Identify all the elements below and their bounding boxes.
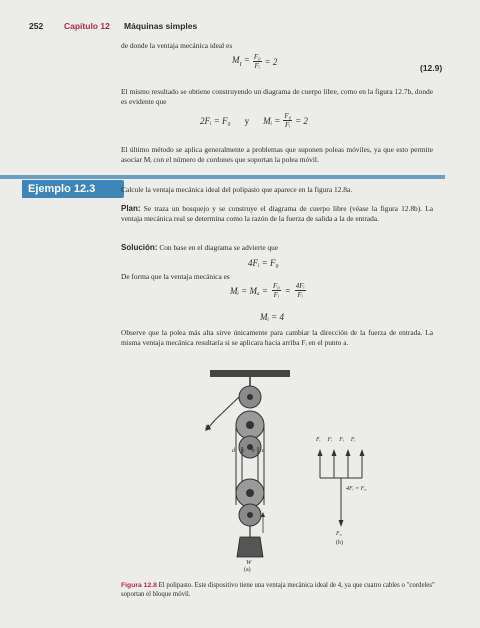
part-a-label: (a) — [244, 567, 251, 573]
fbd-label-2: Fᵢ — [327, 437, 333, 443]
fbd-arrow-2-head — [332, 449, 337, 456]
free-body-diagram-b — [308, 440, 378, 550]
fbd-equation: 4Fᵢ = F₀ — [346, 486, 367, 492]
plan-text: Se traza un bosquejo y se construye el diagrama de cuerpo libre (véase la figura 12.8b). La ventaja mecánica real se determina como la razón de la fuerza de salida a la de entrada. — [121, 204, 433, 224]
eq4-fraction-2: $\frac{\text{4Fᵢ}}{\text{Fᵢ}}$ — [295, 282, 305, 299]
fbd-output-head — [339, 520, 344, 527]
rope-label-a: a — [261, 448, 265, 454]
eq1-fraction: $\frac{\text{F₀}}{\text{Fᵢ}}$ — [253, 53, 261, 70]
equation-5: Mᵢ = 4 — [260, 312, 284, 322]
example-rule — [0, 175, 445, 179]
solution-text: Con base en el diagrama se advierte que — [159, 243, 279, 252]
rope-input — [215, 397, 239, 420]
solution-line — [121, 243, 278, 253]
equation-2 — [200, 112, 308, 129]
chapter-title: Máquinas simples — [124, 21, 198, 31]
pulley-figure-a — [195, 365, 305, 575]
weight-label: W — [246, 559, 252, 566]
fbd-top-labels — [316, 437, 356, 443]
fbd-label-4: Fᵢ — [350, 437, 356, 443]
figure-caption — [121, 581, 441, 599]
observe-paragraph: Observe que la polea más alta sirve únicamente para cambiar la dirección de la fuerza de entrada. La misma ventaja mecánica resultaría si se aplicara hacia arriba Fᵢ en el punto a. — [121, 328, 433, 348]
eq4-lhs: Mᵢ = Mₐ = — [230, 285, 268, 296]
form-line: De forma que la ventaja mecánica es — [121, 272, 230, 281]
caption-text: El polipasto. Este dispositivo tiene una ventaja mecánica ideal de 4, ya que cuatro cables o "cordeles" soportan el bloque móvil. — [121, 582, 435, 599]
solution-label: Solución: — [121, 243, 158, 252]
eq2-mid: y — [244, 115, 250, 126]
eq1-lhs: $M_I$ = — [232, 55, 250, 68]
chapter-label: Capítulo 12 — [64, 21, 110, 31]
equation-number: (12.9) — [420, 63, 443, 73]
equation-4 — [230, 282, 306, 299]
top-pulley-axle — [247, 394, 253, 400]
eq4-fraction-1: $\frac{\text{F₀}}{\text{Fᵢ}}$ — [272, 282, 280, 299]
fbd-arrow-1-head — [318, 449, 323, 456]
example-badge: Ejemplo 12.3 — [22, 180, 124, 198]
paragraph-1: El mismo resultado se obtiene construyendo un diagrama de cuerpo libre, como en la figura 12.7b, donde es evidente que — [121, 87, 433, 107]
label-fi-input: Fᵢ — [205, 424, 210, 431]
eq2-rhs: = 2 — [295, 115, 308, 126]
fbd-output-label: F₀ — [336, 531, 342, 537]
rope-label-c: c — [242, 448, 245, 454]
lower-block-axle — [246, 489, 254, 497]
eq2-left: 2Fᵢ = F₀ — [200, 115, 231, 126]
weight-block — [237, 537, 263, 557]
rope-label-d: d — [232, 448, 235, 454]
plan-label: Plan: — [121, 204, 141, 213]
ceiling-beam — [210, 370, 290, 377]
fbd-label-3: Fᵢ — [339, 437, 344, 443]
paragraph-2: El último método se aplica generalmente a problemas que suponen poleas móviles, ya que esto permite asociar Mᵢ con el número de cordones que soportan la polea móvil. — [121, 145, 433, 165]
fbd-arrow-3-head — [346, 449, 351, 456]
plan-paragraph — [121, 204, 433, 224]
eq4-equals: = — [284, 285, 291, 296]
rope-label-b: b — [251, 448, 255, 454]
output-force-head — [261, 512, 265, 517]
page-number: 252 — [29, 21, 44, 31]
eq2-fraction: $\frac{\text{F₀}}{\text{Fᵢ}}$ — [284, 112, 292, 129]
eq1-rhs: = 2 — [264, 56, 278, 67]
equation-3: 4Fᵢ = F₀ — [248, 258, 279, 268]
eq2-right — [263, 112, 308, 129]
equation-12-9 — [232, 53, 277, 70]
rope-labels — [232, 448, 265, 454]
upper-block-axle — [246, 421, 254, 429]
fbd-arrow-4-head — [360, 449, 365, 456]
caption-label: Figura 12.8 — [121, 582, 157, 589]
eq2-right-lhs: Mᵢ = — [263, 115, 281, 126]
part-b-label: (b) — [336, 540, 343, 546]
lower-block-small-axle — [247, 512, 253, 518]
intro-line: de donde la ventaja mecánica ideal es — [121, 41, 233, 50]
fbd-label-1: Fᵢ — [316, 437, 321, 443]
example-statement: Calcule la ventaja mecánica ideal del polipasto que aparece en la figura 12.8a. — [121, 185, 353, 194]
